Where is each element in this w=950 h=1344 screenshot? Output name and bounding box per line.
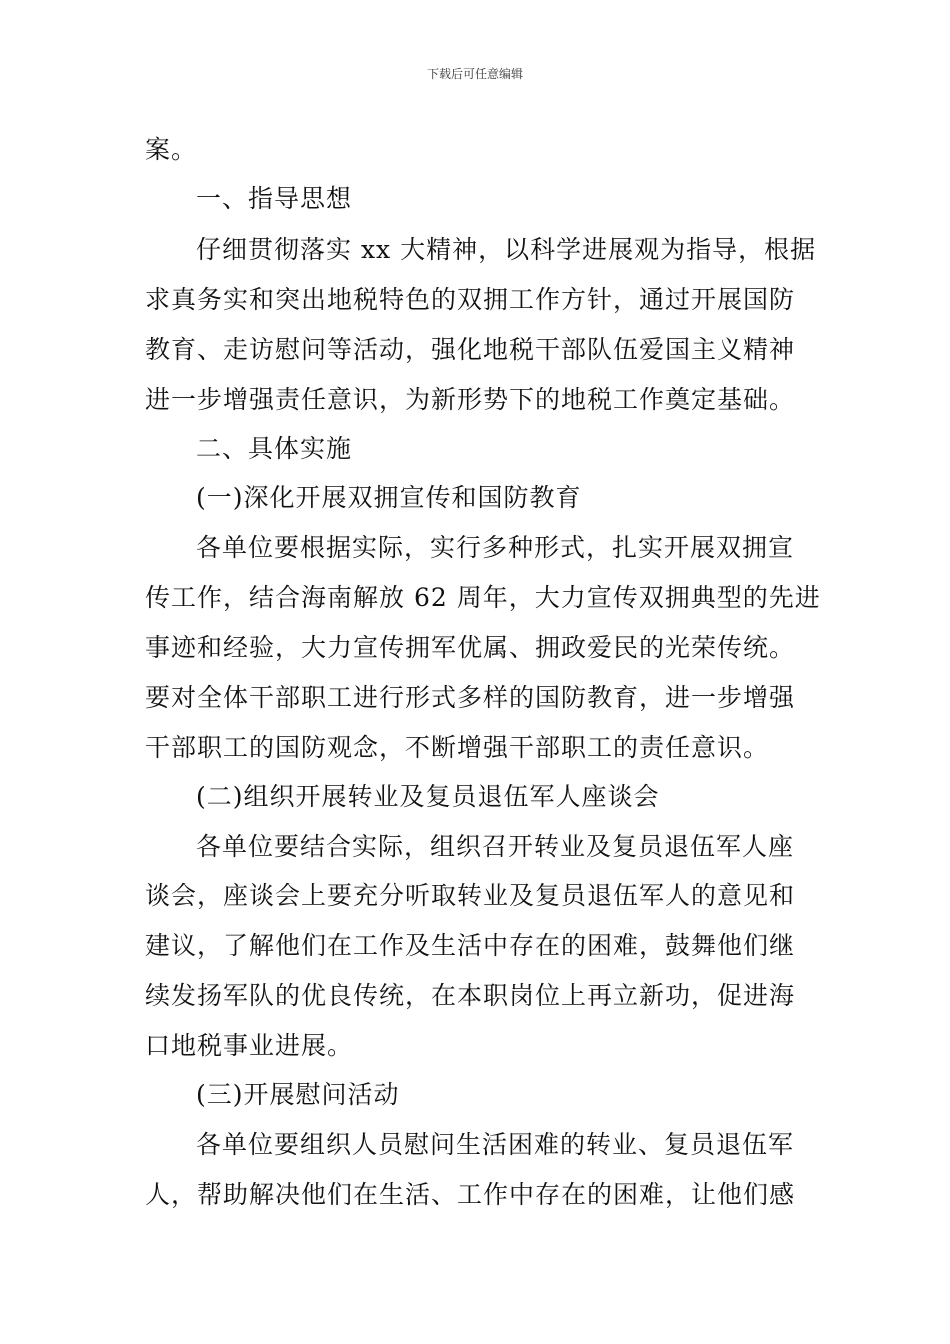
page-header: 下载后可任意编辑 xyxy=(426,67,523,81)
body-line: 干部职工的国防观念，不断增强干部职工的责任意识。 xyxy=(145,733,770,762)
body-line: 建议，了解他们在工作及生活中存在的困难，鼓舞他们继 xyxy=(145,931,796,960)
subsection-heading: (一)深化开展双拥宣传和国防教育 xyxy=(196,483,582,512)
body-line: 仔细贯彻落实 xx 大精神，以科学进展观为指导，根据 xyxy=(196,235,817,264)
subsection-heading: (三)开展慰问活动 xyxy=(196,1080,400,1109)
body-line: 各单位要结合实际，组织召开转业及复员退伍军人座 xyxy=(196,832,795,861)
body-line: 教育、走访慰问等活动，强化地税干部队伍爱国主义精神 xyxy=(145,335,796,364)
body-line: 谈会，座谈会上要充分听取转业及复员退伍军人的意见和 xyxy=(145,881,796,910)
body-line: 续发扬军队的优良传统，在本职岗位上再立新功，促进海 xyxy=(145,981,796,1010)
body-line: 人，帮助解决他们在生活、工作中存在的困难，让他们感 xyxy=(145,1180,796,1209)
body-line: 案。 xyxy=(145,135,198,164)
body-line: 要对全体干部职工进行形式多样的国防教育，进一步增强 xyxy=(145,683,796,712)
body-line: 各单位要根据实际，实行多种形式，扎实开展双拥宣 xyxy=(196,533,795,562)
body-line: 事迹和经验，大力宣传拥军优属、拥政爱民的光荣传统。 xyxy=(145,633,796,662)
subsection-heading: (二)组织开展转业及复员退伍军人座谈会 xyxy=(196,782,660,811)
body-line: 各单位要组织人员慰问生活困难的转业、复员退伍军 xyxy=(196,1130,795,1159)
section-heading: 一、指导思想 xyxy=(196,184,353,213)
section-heading: 二、具体实施 xyxy=(196,434,353,463)
body-line: 口地税事业进展。 xyxy=(145,1031,354,1060)
body-line: 进一步增强责任意识，为新形势下的地税工作奠定基础。 xyxy=(145,385,796,414)
body-line: 传工作，结合海南解放 62 周年，大力宣传双拥典型的先进 xyxy=(145,583,821,612)
body-line: 求真务实和突出地税特色的双拥工作方针，通过开展国防 xyxy=(145,285,796,314)
